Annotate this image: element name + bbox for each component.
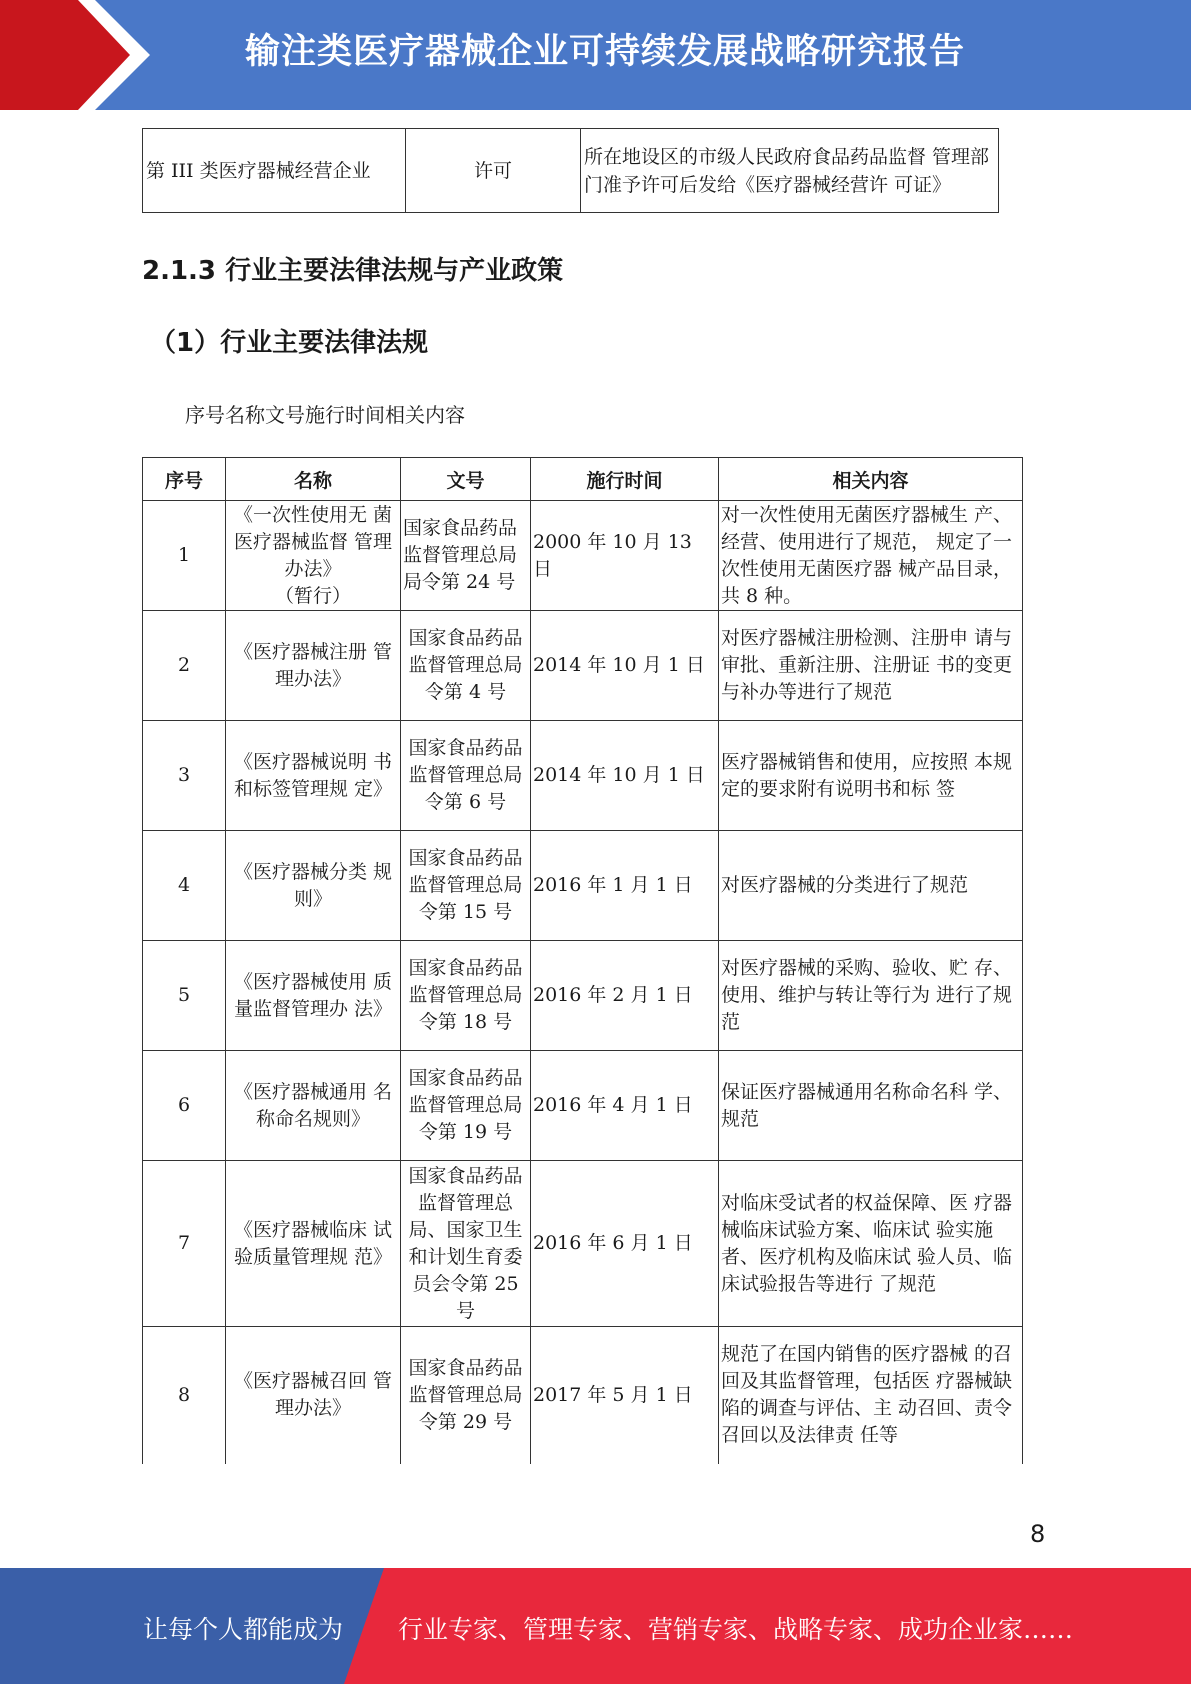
row-no: 5 xyxy=(143,941,226,1051)
table-caption: 序号名称文号施行时间相关内容 xyxy=(185,403,465,427)
row-content: 医疗器械销售和使用，应按照 本规定的要求附有说明书和标 签 xyxy=(719,721,1023,831)
row-doc: 国家食品药品监督管理总局令第 19 号 xyxy=(401,1051,531,1161)
row-name xyxy=(226,501,401,611)
row-date: 2000 年 10 月 13 日 xyxy=(531,501,719,611)
header-date: 施行时间 xyxy=(531,458,719,501)
row-content: 对临床受试者的权益保障、医 疗器械临床试验方案、临床试 验实施者、医疗机构及临床试 验人员、临床试验报告等进行 了规范 xyxy=(719,1161,1023,1327)
row-no: 1 xyxy=(143,501,226,611)
row-name: 《医疗器械召回 管理办法》 xyxy=(226,1327,401,1464)
row-date: 2014 年 10 月 1 日 xyxy=(531,611,719,721)
header-content: 相关内容 xyxy=(719,458,1023,501)
table-header-row xyxy=(143,458,1023,501)
header-arrow-graphic xyxy=(0,0,150,110)
footer-slogan-left: 让每个人都能成为 xyxy=(143,1615,344,1644)
table-row xyxy=(143,941,1023,1051)
row-no: 6 xyxy=(143,1051,226,1161)
row-doc: 国家食品药品监督管理总局令第 6 号 xyxy=(401,721,531,831)
license-type: 许可 xyxy=(406,129,581,213)
table-row xyxy=(143,1051,1023,1161)
row-content: 对医疗器械的采购、验收、贮 存、使用、维护与转让等行为 进行了规范 xyxy=(719,941,1023,1051)
table-row xyxy=(143,129,999,213)
row-content: 规范了在国内销售的医疗器械 的召回及其监督管理，包括医 疗器械缺陷的调查与评估、主 动召回、责令召回以及法律责 任等 xyxy=(719,1327,1023,1464)
row-name: 《医疗器械注册 管理办法》 xyxy=(226,611,401,721)
row-doc: 国家食品药品监督管理总局令第 29 号 xyxy=(401,1327,531,1464)
row-no: 4 xyxy=(143,831,226,941)
footer-slogan-right: 行业专家、管理专家、营销专家、战略专家、成功企业家…… xyxy=(398,1615,1074,1644)
row-date: 2014 年 10 月 1 日 xyxy=(531,721,719,831)
row-date: 2016 年 6 月 1 日 xyxy=(531,1161,719,1327)
header-no: 序号 xyxy=(143,458,226,501)
table-row xyxy=(143,1327,1023,1464)
row-no: 3 xyxy=(143,721,226,831)
row-no: 8 xyxy=(143,1327,226,1464)
row-date: 2017 年 5 月 1 日 xyxy=(531,1327,719,1464)
row-date: 2016 年 4 月 1 日 xyxy=(531,1051,719,1161)
table-row xyxy=(143,831,1023,941)
row-content: 保证医疗器械通用名称命名科 学、规范 xyxy=(719,1051,1023,1161)
subsection-title: （1）行业主要法律法规 xyxy=(150,328,429,358)
row-date: 2016 年 1 月 1 日 xyxy=(531,831,719,941)
row-name: 《医疗器械说明 书和标签管理规 定》 xyxy=(226,721,401,831)
row-date: 2016 年 2 月 1 日 xyxy=(531,941,719,1051)
row-doc: 国家食品药品监督管理总局令第 15 号 xyxy=(401,831,531,941)
row-doc: 国家食品药品监督管理总局令第 4 号 xyxy=(401,611,531,721)
table-row xyxy=(143,1161,1023,1327)
row-name-extra: （暂行） xyxy=(274,584,351,607)
table-row xyxy=(143,721,1023,831)
row-doc: 国家食品药品监督管理总局、国家卫生和计划生育委员会令第 25 号 xyxy=(401,1161,531,1327)
table-row xyxy=(143,611,1023,721)
license-table xyxy=(142,128,999,213)
row-doc: 国家食品药品监督管理总局令第 18 号 xyxy=(401,941,531,1051)
row-name: 《医疗器械使用 质量监督管理办 法》 xyxy=(226,941,401,1051)
row-name: 《医疗器械通用 名称命名规则》 xyxy=(226,1051,401,1161)
license-category: 第 III 类医疗器械经营企业 xyxy=(143,129,406,213)
row-name-text: 《一次性使用无 菌医疗器械监督 管理办法》 xyxy=(233,503,393,580)
header-name: 名称 xyxy=(226,458,401,501)
page-number: 8 xyxy=(1030,1520,1046,1548)
row-name: 《医疗器械分类 规则》 xyxy=(226,831,401,941)
row-doc: 国家食品药品监督管理总局局令第 24 号 xyxy=(401,501,531,611)
footer-banner xyxy=(0,1568,1191,1684)
header-doc: 文号 xyxy=(401,458,531,501)
table-row xyxy=(143,501,1023,611)
law-table xyxy=(142,457,1023,1464)
report-title: 输注类医疗器械企业可持续发展战略研究报告 xyxy=(245,32,966,72)
header-banner xyxy=(0,0,1191,110)
row-content: 对一次性使用无菌医疗器械生 产、经营、使用进行了规范， 规定了一次性使用无菌医疗器 械产品目录，共 8 种。 xyxy=(719,501,1023,611)
row-name: 《医疗器械临床 试验质量管理规 范》 xyxy=(226,1161,401,1327)
row-no: 7 xyxy=(143,1161,226,1327)
row-content: 对医疗器械注册检测、注册申 请与审批、重新注册、注册证 书的变更与补办等进行了规范 xyxy=(719,611,1023,721)
row-no: 2 xyxy=(143,611,226,721)
section-title: 2.1.3 行业主要法律法规与产业政策 xyxy=(142,256,564,286)
row-content: 对医疗器械的分类进行了规范 xyxy=(719,831,1023,941)
license-description: 所在地设区的市级人民政府食品药品监督 管理部门准予许可后发给《医疗器械经营许 可证》 xyxy=(581,129,999,213)
